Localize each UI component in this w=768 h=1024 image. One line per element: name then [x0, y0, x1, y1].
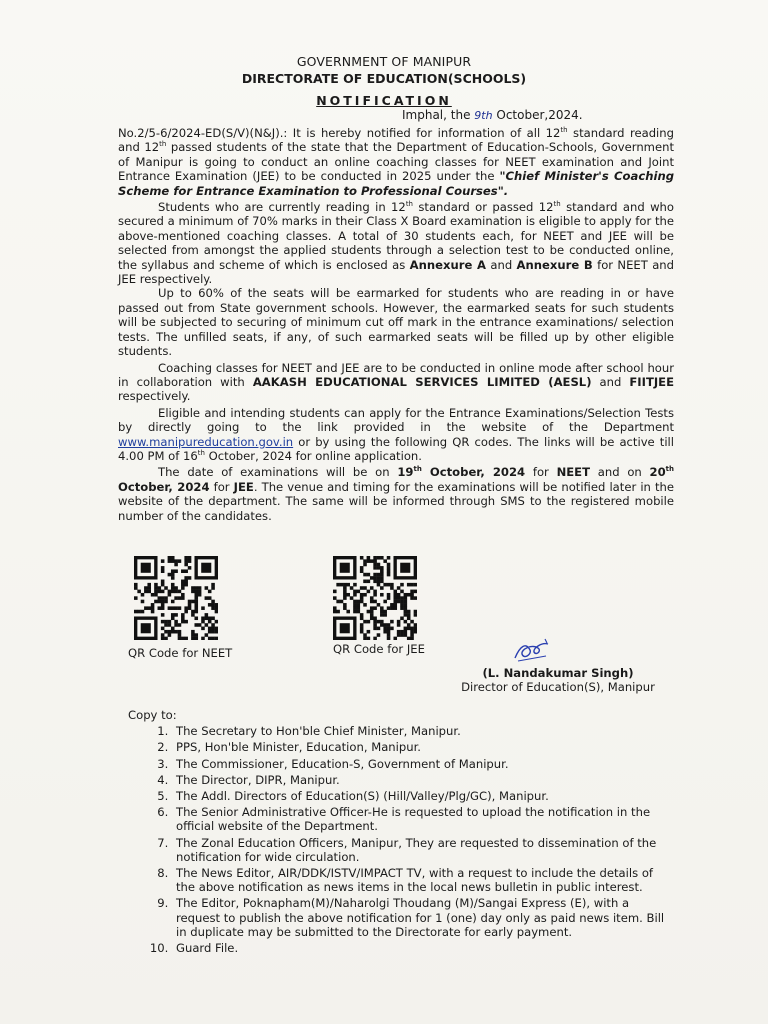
list-item: 8. The News Editor, AIR/DDK/ISTV/IMPACT TV, with a request to include the details of the above notification as news items in the local news bulletin in public interest.	[172, 866, 674, 894]
list-item: 1. The Secretary to Hon'ble Chief Minister, Manipur.	[172, 724, 674, 738]
paragraph-eligibility: Students who are currently reading in 12th standard or passed 12th standard and who secured a minimum of 70% marks in their Class X Board examination is eligible to apply for the above-mentioned coaching classes. A total of 30 students each, for NEET and JEE will be selected from amongst the applied students through a selection test to be conducted online, the syllabus and scheme of which is enclosed as Annexure A and Annexure B for NEET and JEE respectively.	[118, 200, 675, 287]
list-item: 7. The Zonal Education Officers, Manipur, They are requested to dissemination of the notification for wide circulation.	[172, 836, 674, 864]
qr-label-jee: QR Code for JEE	[333, 642, 425, 656]
annexure-a: Annexure A	[409, 257, 486, 272]
signature-icon	[512, 636, 552, 664]
paragraph-apply: Eligible and intending students can apply for the Entrance Examinations/Selection Tests by directly going to the link provided in the website of the Department www.manipureducation.gov.in or by using the following QR codes. The links will be active till 4.00 PM of 16th October, 2024 for online application.	[118, 405, 674, 463]
jee-exam-date: 20th October, 2024	[118, 465, 675, 494]
list-item: 3. The Commissioner, Education-S, Government of Manipur.	[172, 757, 674, 771]
paragraph-exam-dates: The date of examinations will be on 19th October, 2024 for NEET and on 20th October, 2024 for JEE. The venue and timing for the examinations will be notified later in the website of the department. The same will be informed through SMS to the registered mobile number of the candidates.	[118, 465, 675, 523]
handwritten-day: 9th	[474, 109, 493, 122]
aesl-name: AAKASH EDUCATIONAL SERVICES LIMITED (AESL)	[252, 374, 592, 389]
notification-body	[118, 126, 674, 523]
list-item: 5. The Addl. Directors of Education(S) (Hill/Valley/Plg/GC), Manipur.	[172, 789, 674, 803]
signatory-name: (L. Nandakumar Singh)	[482, 666, 634, 680]
letterhead	[0, 54, 768, 86]
signatory-block	[458, 666, 658, 694]
list-item: 4. The Director, DIPR, Manipur.	[172, 773, 674, 787]
date-prefix: Imphal, the	[402, 108, 475, 122]
directorate-name: DIRECTORATE OF EDUCATION(SCHOOLS)	[241, 71, 527, 86]
date-line	[402, 108, 583, 122]
department-website-link[interactable]: www.manipureducation.gov.in	[118, 434, 294, 449]
list-item: 10. Guard File.	[172, 941, 674, 955]
annexure-b: Annexure B	[516, 257, 593, 272]
notification-title: NOTIFICATION	[316, 93, 452, 108]
paragraph-reservation: Up to 60% of the seats will be earmarked for students who are reading in or have passed out from State government schools. However, the earmarked seats for such students will be subjected to securing of minimum cut off mark in the entrance examinations/ selection tests. The unfilled seats, if any, of such earmarked seats will be filled up by other eligible students.	[118, 286, 674, 359]
government-name: GOVERNMENT OF MANIPUR	[296, 54, 472, 69]
list-item: 9. The Editor, Poknapham(M)/Naharolgi Thoudang (M)/Sangai Express (E), with a request to publish the above notification for 1 (one) day only as paid news item. Bill in duplicate may be submitted to the Directorate for early payment.	[172, 896, 674, 939]
list-item: 6. The Senior Administrative Officer-He is requested to upload the notification in the official website of the Department.	[172, 805, 674, 833]
neet-exam-date: 19th October, 2024	[397, 465, 526, 480]
qr-label-neet: QR Code for NEET	[128, 646, 233, 660]
qr-code-jee-icon[interactable]	[333, 556, 417, 640]
signatory-designation: Director of Education(S), Manipur	[461, 680, 655, 694]
copy-to-section	[128, 708, 674, 957]
scheme-name: "Chief Minister's Coaching Scheme for Entrance Examination to Professional Courses".	[118, 169, 674, 198]
copy-to-list	[128, 724, 674, 955]
date-suffix: October,2024.	[492, 108, 583, 122]
paragraph-reference: No.2/5-6/2024-ED(S/V)(N&J).: It is hereby notified for information of all 12th standard reading and 12th passed students of the state that the Department of Education-Schools, Government of Manipur is going to conduct an online coaching classes for NEET examination and Joint Entrance Examination (JEE) to be conducted in 2025 under the "Chief Minister's Coaching Scheme for Entrance Examination to Professional Courses".	[118, 126, 674, 198]
copy-to-heading: Copy to:	[128, 708, 177, 722]
fiitjee-name: FIITJEE	[629, 374, 674, 389]
paragraph-coaching: Coaching classes for NEET and JEE are to be conducted in online mode after school hour in collaboration with AAKASH EDUCATIONAL SERVICES LIMITED (AESL) and FIITJEE respectively.	[118, 360, 674, 404]
list-item: 2. PPS, Hon'ble Minister, Education, Manipur.	[172, 740, 674, 754]
qr-code-neet-icon[interactable]	[134, 556, 218, 640]
